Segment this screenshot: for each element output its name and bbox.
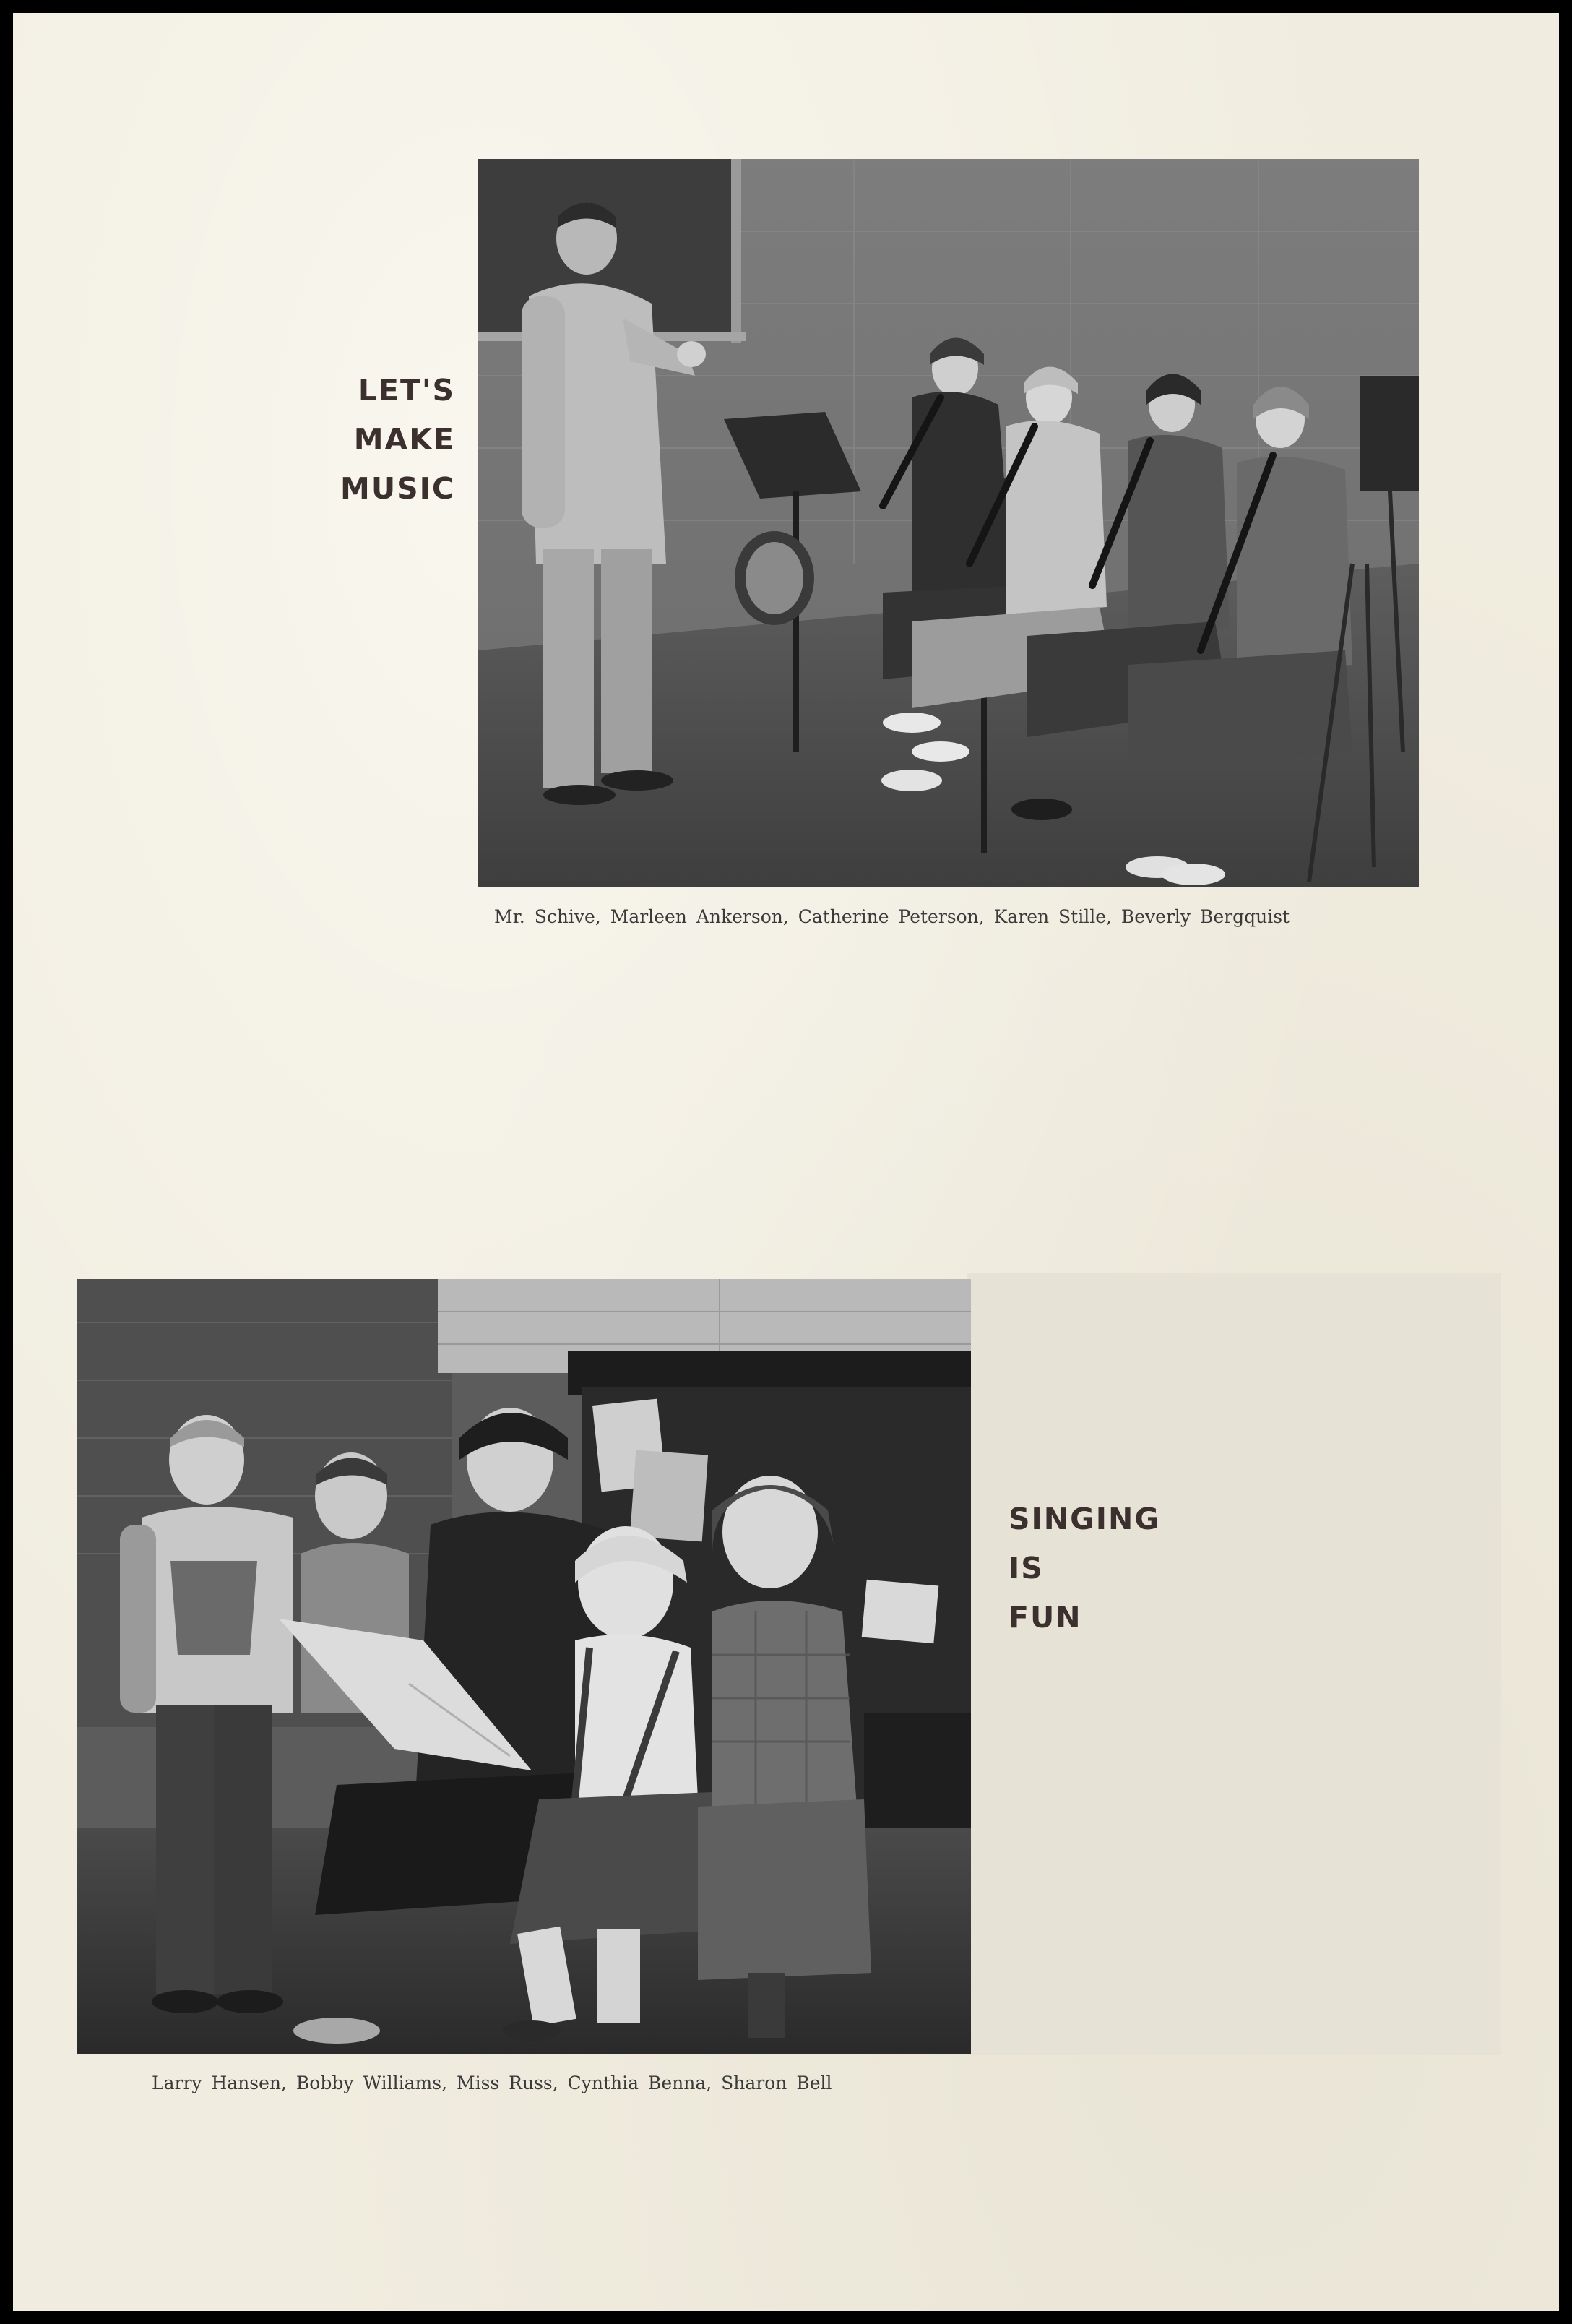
heading-line: FUN (1009, 1600, 1082, 1635)
heading-lets-make-music (288, 366, 455, 513)
heading-line: MUSIC (340, 471, 455, 506)
heading-line: MAKE (353, 422, 455, 457)
heading-line: IS (1009, 1551, 1044, 1585)
caption-singing-group: Larry Hansen, Bobby Williams, Miss Russ, Cynthia Benna, Sharon Bell (152, 2073, 832, 2093)
photo-singing-group-image (77, 1279, 971, 2054)
heading-line: LET'S (358, 373, 455, 408)
heading-line: SINGING (1009, 1502, 1160, 1536)
photo-clarinet-ensemble-image (478, 159, 1419, 887)
yearbook-page (13, 13, 1559, 2311)
caption-clarinet-ensemble: Mr. Schive, Marleen Ankerson, Catherine Peterson, Karen Stille, Beverly Bergquist (494, 906, 1290, 927)
photo-singing-group (77, 1279, 971, 2054)
photo-clarinet-ensemble (478, 159, 1419, 887)
heading-singing-is-fun (1009, 1494, 1225, 1642)
photo-backing-panel (967, 1273, 1501, 2055)
